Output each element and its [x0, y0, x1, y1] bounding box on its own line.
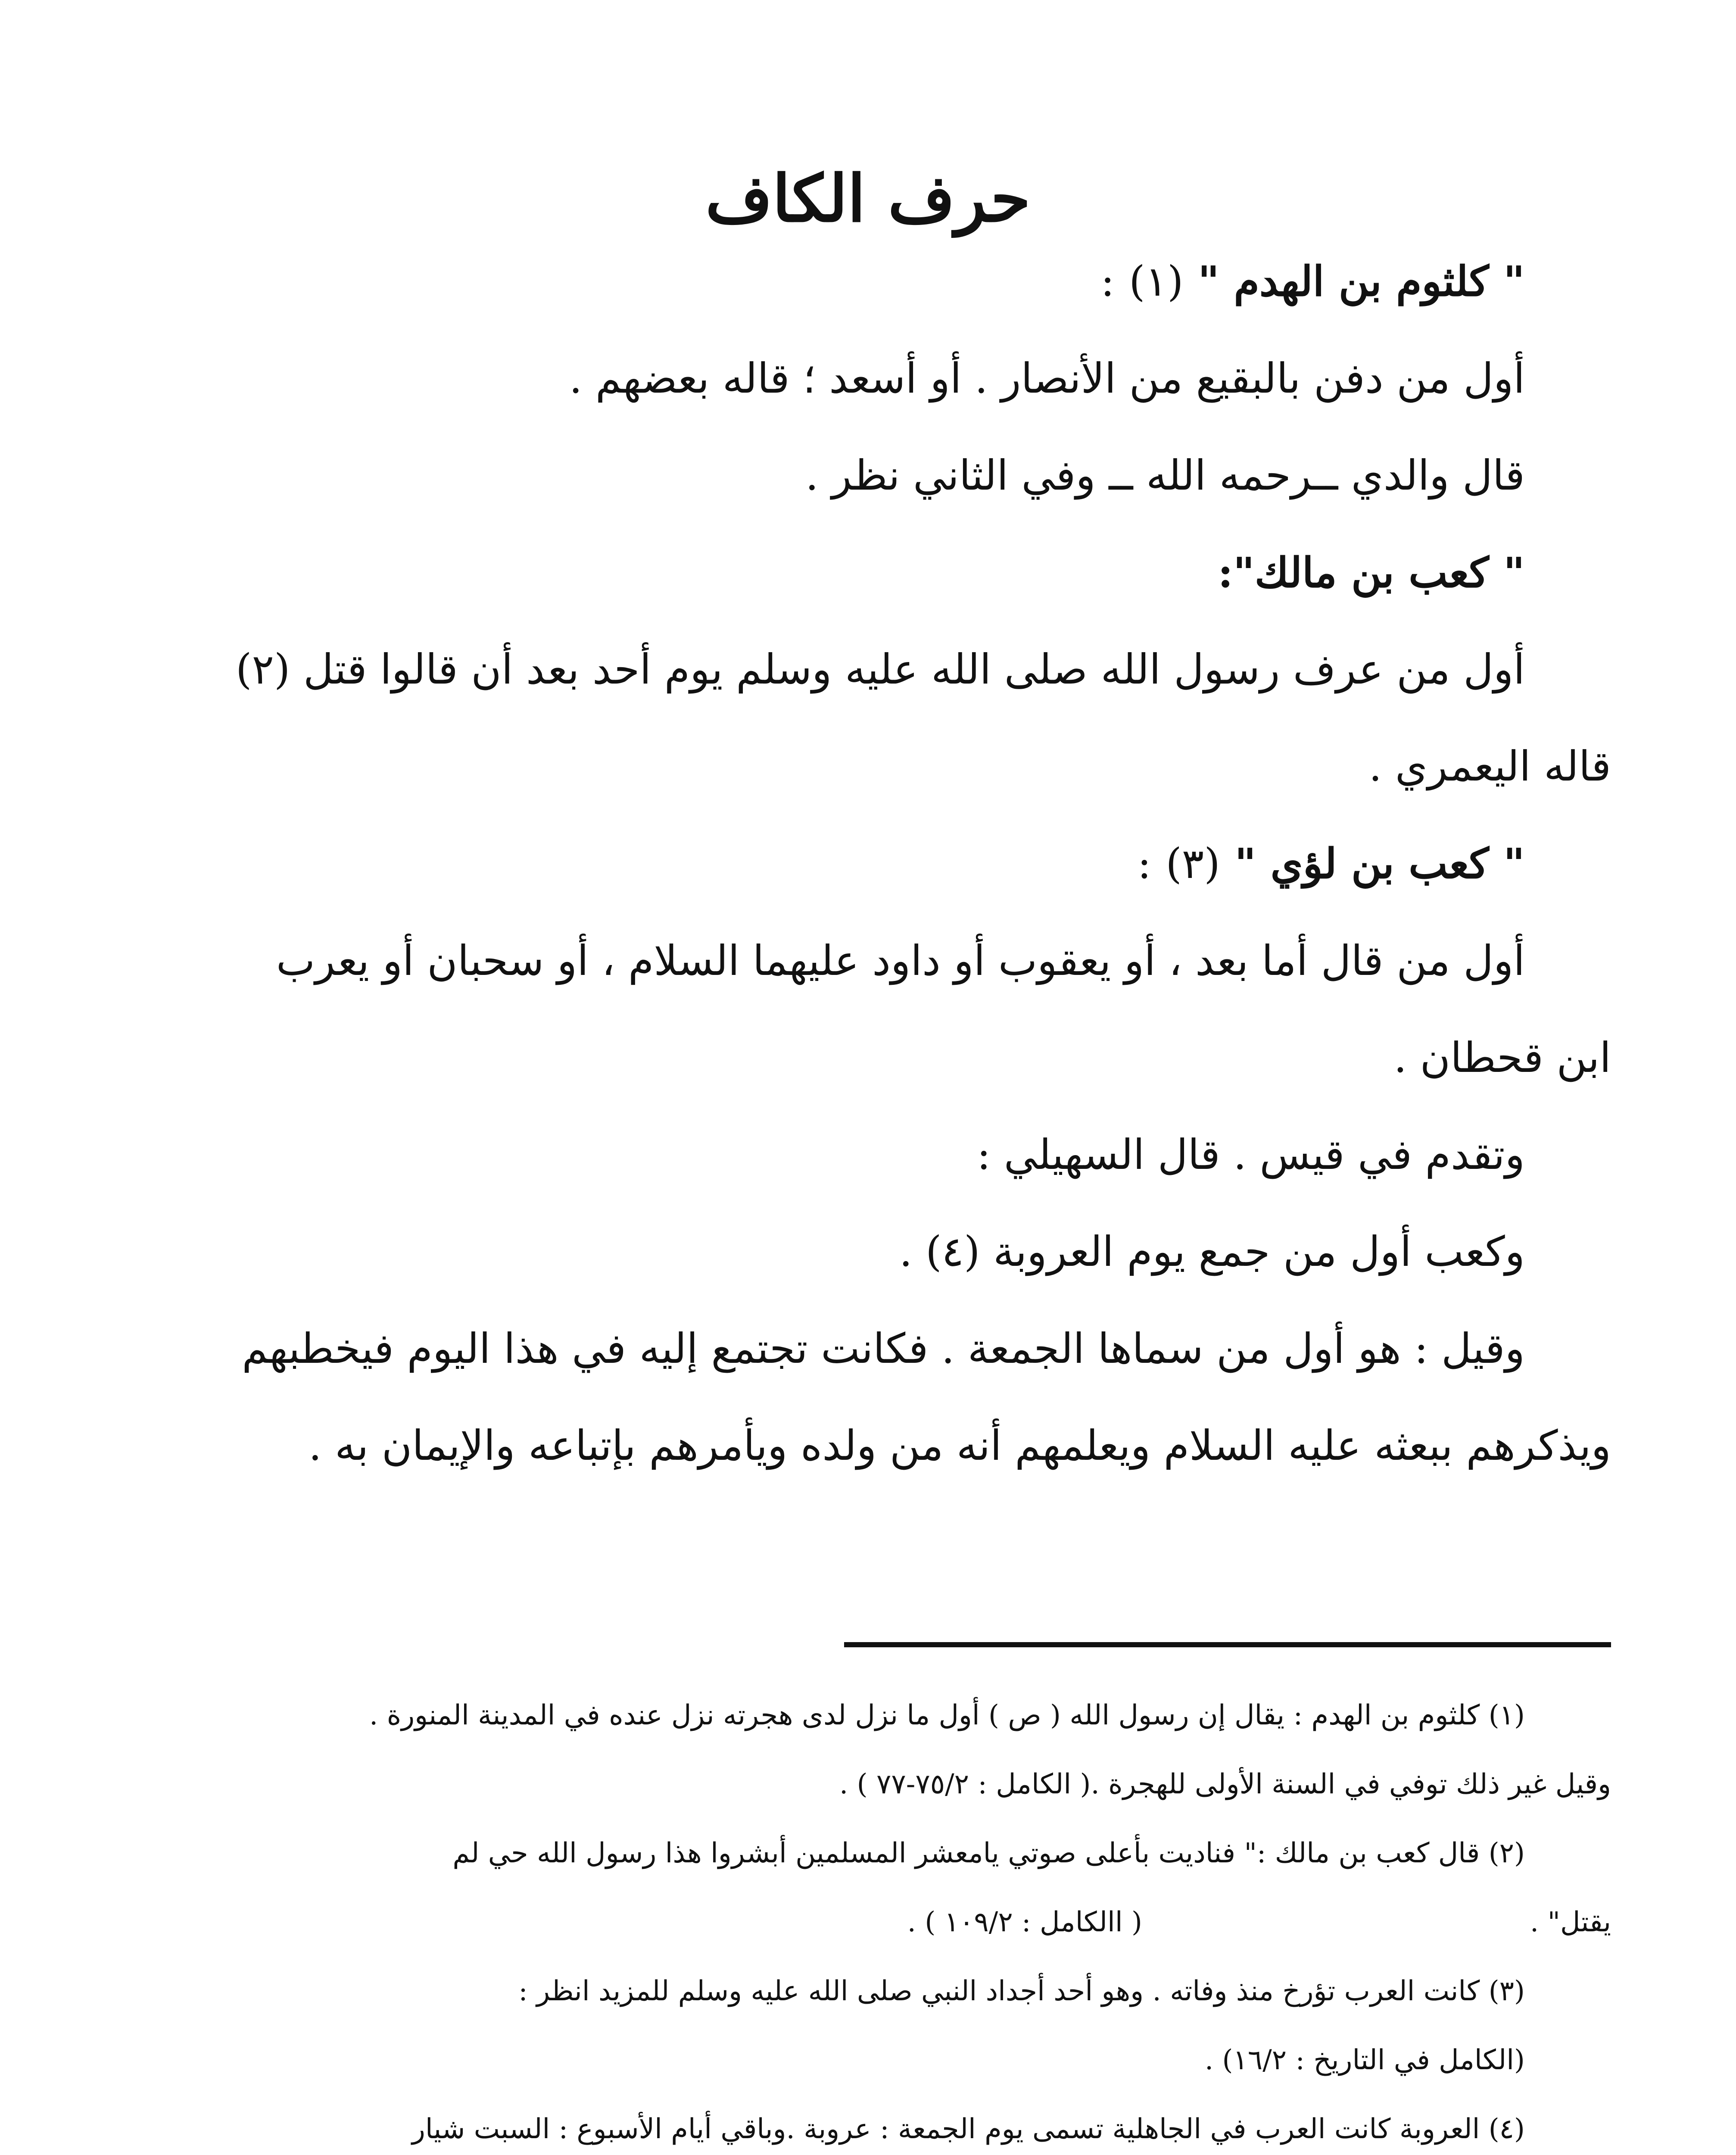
paragraph-line: قال والدي ــرحمه الله ــ وفي الثاني نظر .	[805, 451, 1525, 500]
entry-heading-kaab-malik: " كعب بن مالك":	[1218, 548, 1525, 597]
footnote-line: (٤) العروبة كانت العرب في الجاهلية تسمى يوم الجمعة : عروبة .وباقي أيام الأسبوع : السبت شيار	[412, 2113, 1525, 2145]
footnote-text: يقتل" .	[1530, 1906, 1611, 1938]
footnote-ref: (٣)	[1166, 840, 1220, 888]
paragraph-line: أول من دفن بالبقيع من الأنصار . أو أسعد ؛ قاله بعضهم .	[569, 354, 1525, 403]
footnote-ref: (١)	[1129, 257, 1184, 306]
heading-text: " كعب بن لؤي "	[1234, 839, 1525, 888]
footnote-divider	[844, 1642, 1611, 1647]
paragraph-line: قاله اليعمري .	[1368, 742, 1611, 790]
paragraph-line: أول من قال أما بعد ، أو يعقوب أو داود عليهما السلام ، أو سحبان أو يعرب	[276, 937, 1525, 985]
heading-colon: :	[1100, 257, 1115, 306]
footnote-citation: ( االكامل : ١٠٩/٢ ) .	[907, 1906, 1142, 1938]
paragraph-line: أول من عرف رسول الله صلى الله عليه وسلم يوم أحد بعد أن قالوا قتل (٢)	[236, 645, 1525, 693]
page-title: حرف الكاف	[705, 160, 1031, 237]
entry-heading-kulthum	[125, 233, 1611, 330]
paragraph-line: ابن قحطان .	[1393, 1034, 1611, 1082]
paragraph-line: وقيل : هو أول من سماها الجمعة . فكانت تجتمع إليه في هذا اليوم فيخطبهم	[242, 1324, 1525, 1373]
footnote-line: وقيل غير ذلك توفي في السنة الأولى للهجرة .( الكامل : ٧٥/٢-٧٧ ) .	[839, 1768, 1611, 1800]
footnote-line: (الكامل في التاريخ : ١٦/٢) .	[1204, 2044, 1525, 2076]
main-text	[125, 233, 1611, 1494]
footnote-line	[125, 1888, 1611, 1957]
paragraph-line: وتقدم في قيس . قال السهيلي :	[976, 1131, 1525, 1179]
heading-text: " كلثوم بن الهدم "	[1198, 257, 1525, 306]
entry-heading-kaab-luayy	[125, 815, 1611, 912]
paragraph-line: ويذكرهم ببعثه عليه السلام ويعلمهم أنه من ولده ويأمرهم بإتباعه والإيمان به .	[309, 1421, 1611, 1470]
footnotes	[125, 1681, 1611, 2155]
footnote-line: (١) كلثوم بن الهدم : يقال إن رسول الله ( ص ) أول ما نزل لدى هجرته نزل عنده في المدينة المنورة .	[369, 1699, 1525, 1731]
footnote-line: (٣) كانت العرب تؤرخ منذ وفاته . وهو أحد أجداد النبي صلى الله عليه وسلم للمزيد انظر :	[518, 1975, 1525, 2007]
footnote-line: (٢) قال كعب بن مالك :" فناديت بأعلى صوتي يامعشر المسلمين أبشروا هذا رسول الله حي لم	[452, 1837, 1525, 1869]
heading-colon: :	[1137, 840, 1151, 888]
paragraph-line: وكعب أول من جمع يوم العروبة (٤) .	[899, 1227, 1525, 1276]
